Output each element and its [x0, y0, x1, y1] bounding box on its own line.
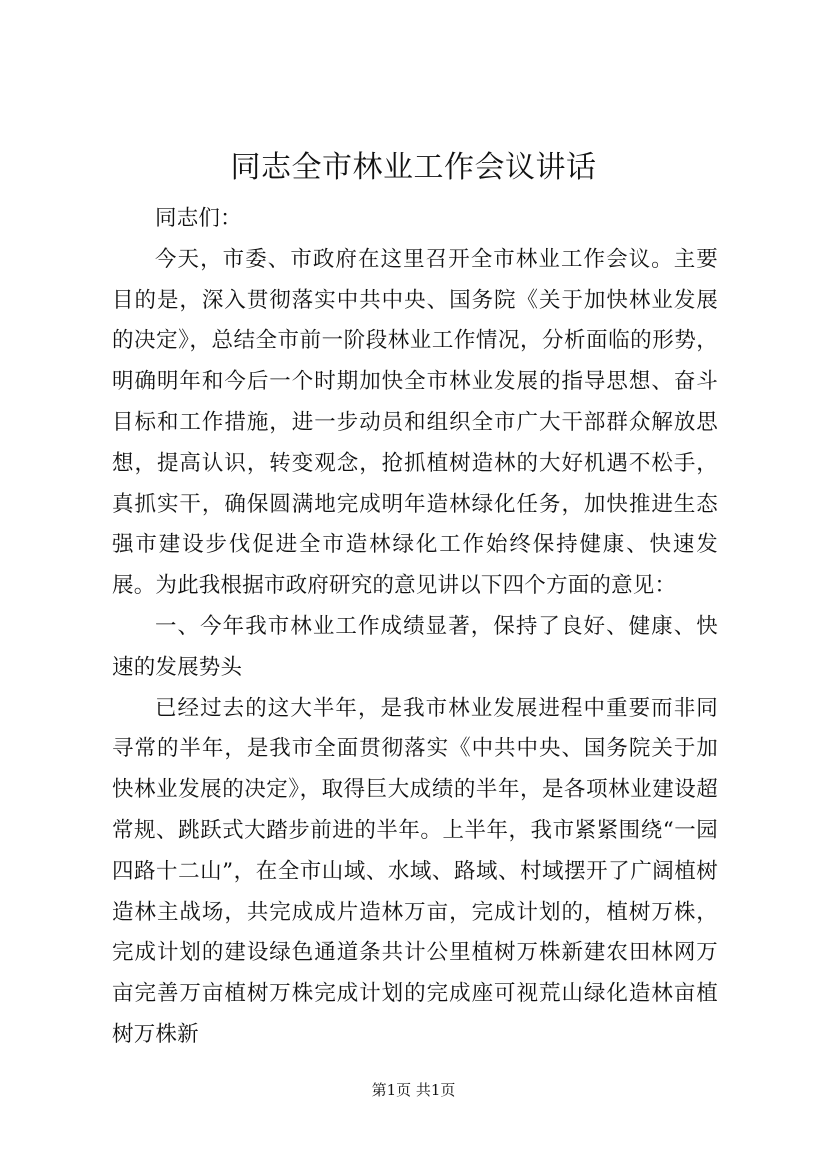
salutation-paragraph: 同志们： [155, 206, 242, 231]
body-paragraph: 已经过去的这大半年，是我市林业发展进程中重要而非同寻常的半年，是我市全面贯彻落实《中共中央、国务院关于加快林业发展的决定》，取得巨大成绩的半年，是各项林业建设超常规、跳跃式大踏步前进的半年。上半年，我市紧紧围绕“一园四路十二山”，在全市山域、水域、路域、村域摆开了广阔植树造林主战场，共完成成片造林万亩，完成计划的，植树万株，完成计划的建设绿色通道条共计公里植树万株新建农田林网万亩完善万亩植树万株完成计划的完成座可视荒山绿化造林亩植树万株新 [112, 695, 718, 1047]
document-title: 同志全市林业工作会议讲话 [230, 150, 597, 185]
page-footer: 第1页 共1页 [371, 1081, 456, 1099]
body-paragraph: 今天，市委、市政府在这里召开全市林业工作会议。主要目的是，深入贯彻落实中共中央、国务院《关于加快林业发展的决定》，总结全市前一阶段林业工作情况，分析面临的形势，明确明年和今后一个时期加快全市林业发展的指导思想、奋斗目标和工作措施，进一步动员和组织全市广大干部群众解放思想，提高认识，转变观念，抢抓植树造林的大好机遇不松手，真抓实干，确保圆满地完成明年造林绿化任务，加快推进生态强市建设步伐促进全市造林绿化工作始终保持健康、快速发展。为此我根据市政府研究的意见讲以下四个方面的意见： [112, 246, 718, 599]
document-body [112, 199, 718, 1056]
section-heading-paragraph: 一、今年我市林业工作成绩显著，保持了良好、健康、快速的发展势头 [112, 613, 718, 680]
